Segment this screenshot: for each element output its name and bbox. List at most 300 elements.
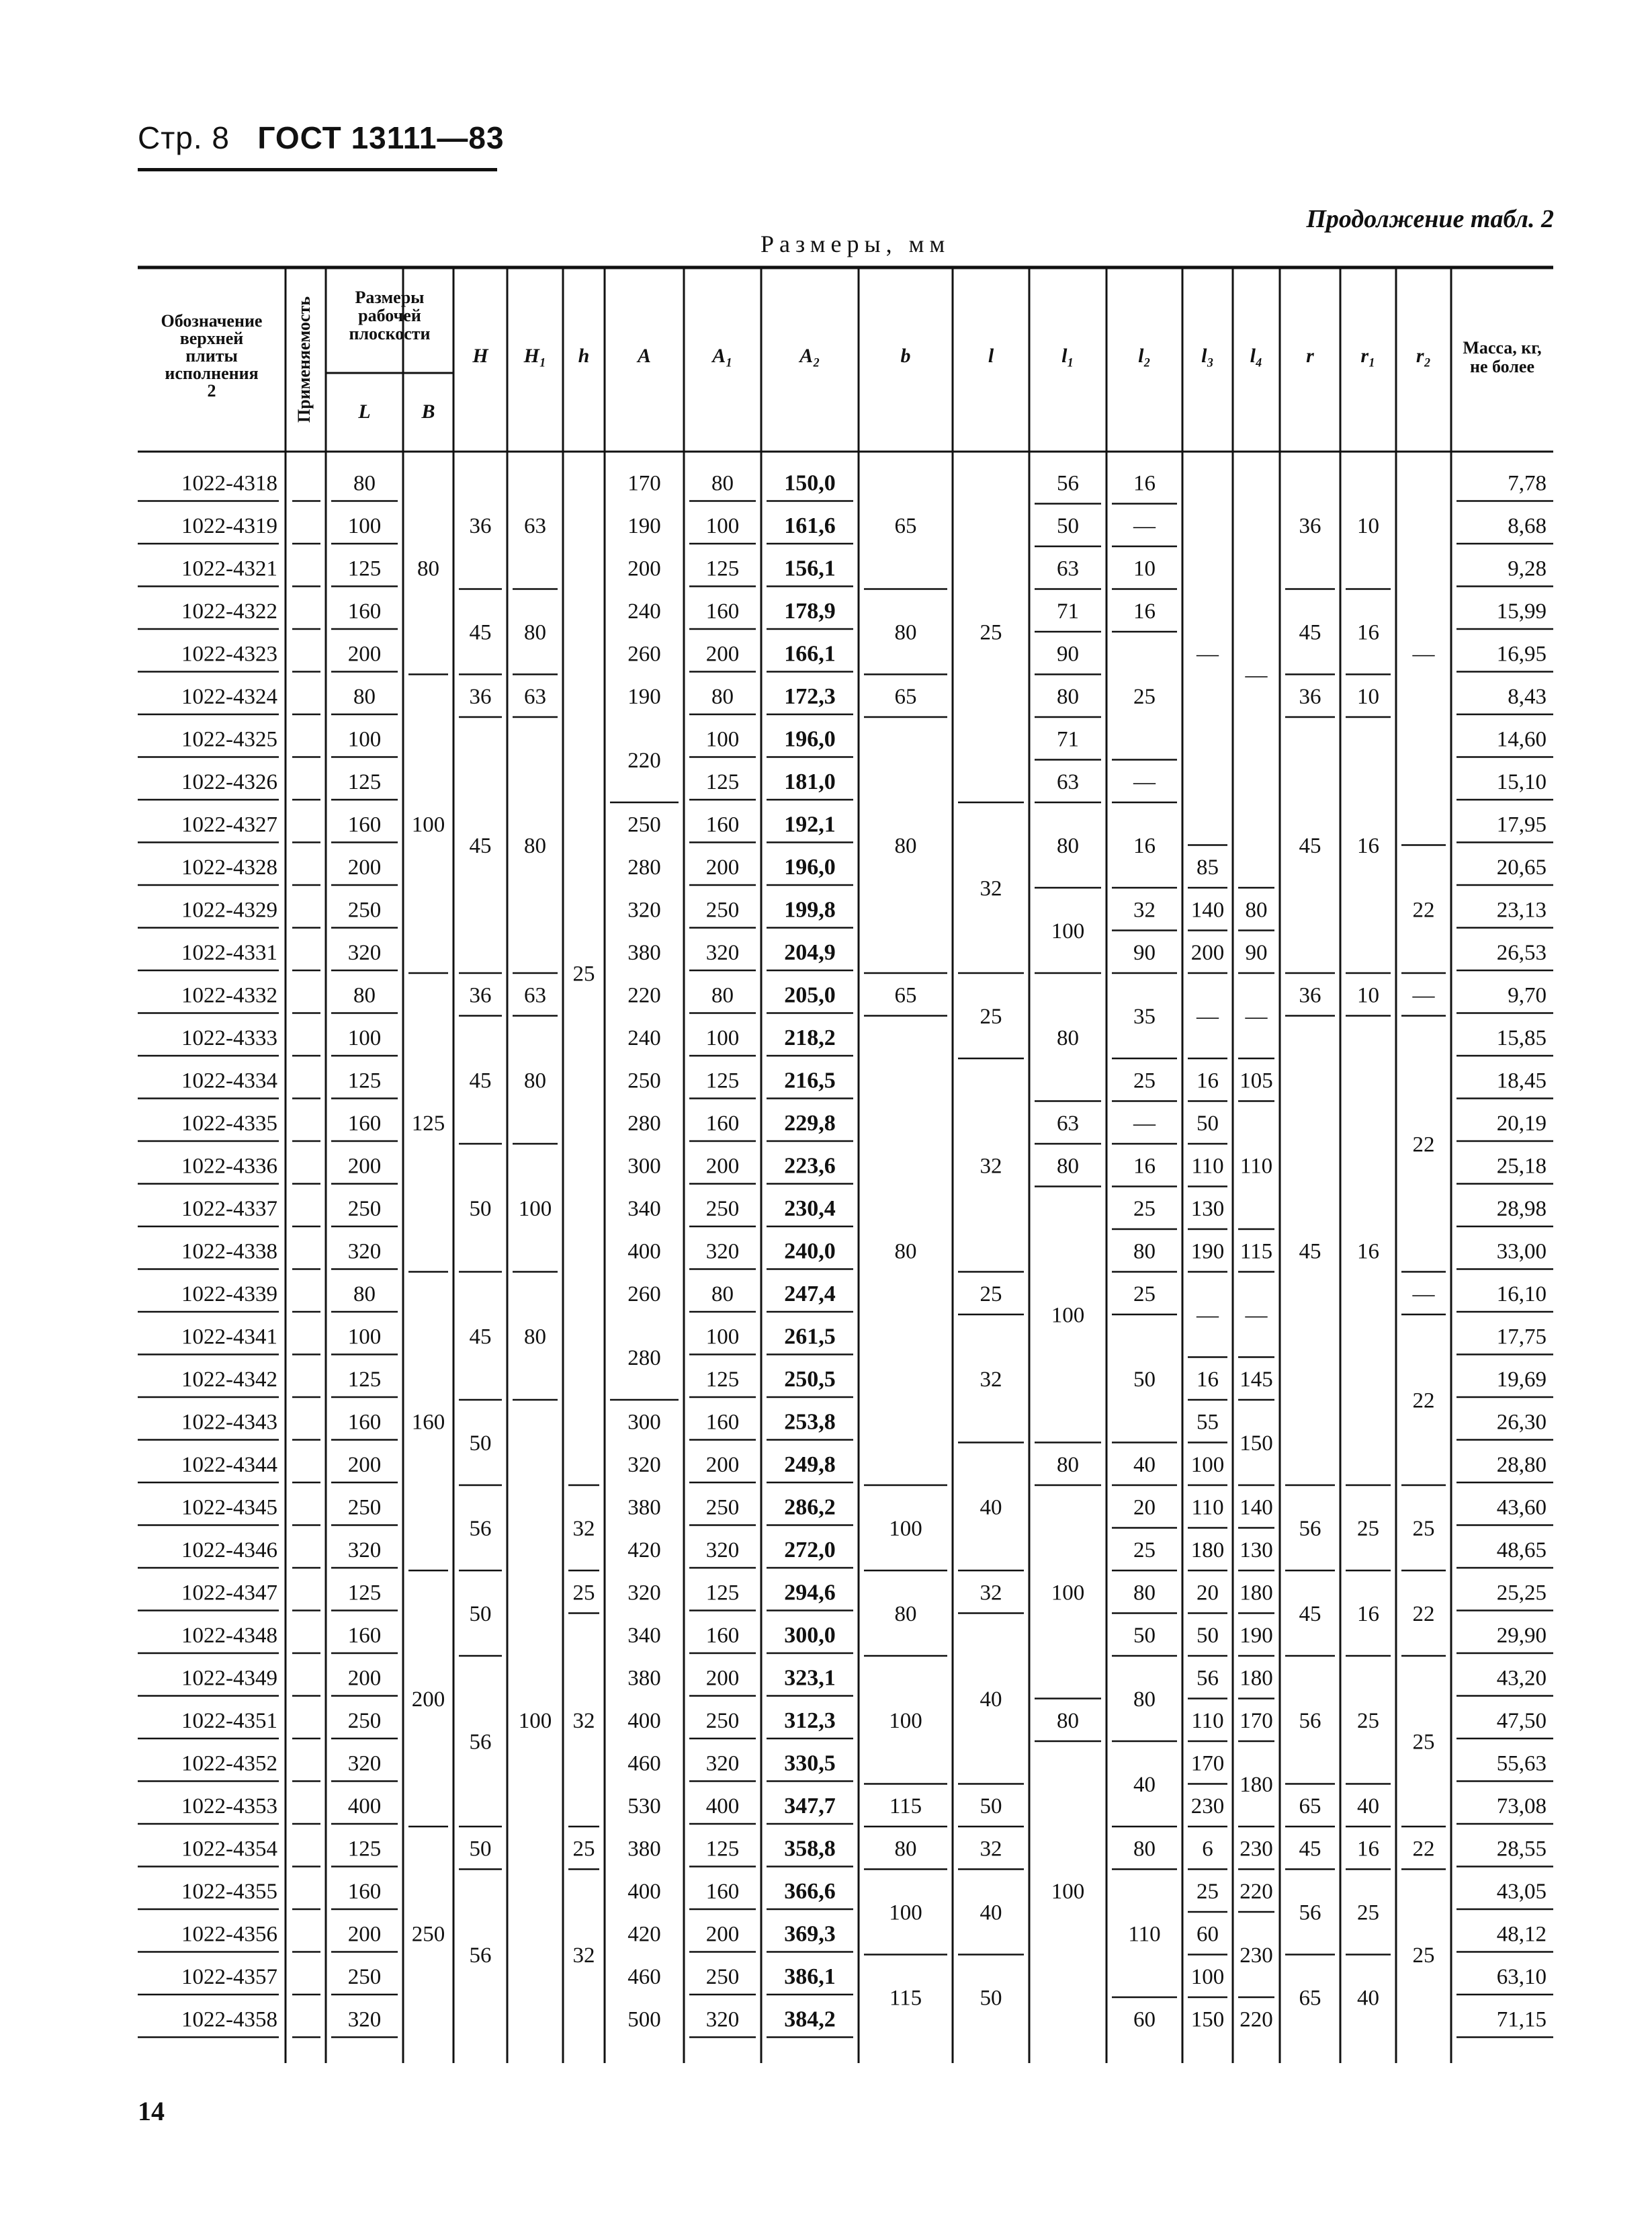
l2-cell: — [1133,1111,1156,1136]
H1-cell: 80 [524,620,546,645]
r-cell: 56 [1299,1900,1321,1925]
l1-cell: 80 [1057,1025,1079,1050]
header-work-surface: Размеры [355,287,425,307]
r1-cell: 16 [1357,620,1379,645]
L-cell: 125 [347,1581,382,1605]
A2-cell: 330,5 [784,1751,836,1776]
A-cell: 380 [627,940,661,965]
A2-cell: 150,0 [784,470,836,496]
L-cell: 320 [347,2007,382,2032]
A-cell: 220 [627,749,661,773]
designation-cell: 1022-4336 [181,1154,277,1179]
page-label: Стр. 8 [138,120,230,155]
A-cell: 260 [627,1282,661,1306]
r1-cell: 25 [1357,1517,1379,1542]
A2-cell: 199,8 [784,897,836,923]
designation-cell: 1022-4331 [181,940,277,965]
H-cell: 50 [469,1602,492,1627]
header-H: H [472,344,488,367]
designation-cell: 1022-4322 [181,599,277,624]
r2-cell: 22 [1412,898,1435,923]
b-cell: 80 [894,1239,917,1264]
r2-cell: 25 [1412,1517,1435,1542]
l3-cell: 55 [1197,1410,1219,1435]
mass-cell: 19,69 [1496,1367,1547,1392]
designation-cell: 1022-4337 [181,1196,277,1221]
l2-cell: — [1133,769,1156,794]
standard-code: ГОСТ 13111—83 [257,120,505,155]
header-designation: Обозначение [161,310,263,331]
A2-cell: 240,0 [784,1239,836,1264]
designation-cell: 1022-4325 [181,727,277,752]
designation-cell: 1022-4318 [181,471,277,496]
A1-cell: 125 [705,1367,740,1392]
H-cell: 36 [469,513,492,538]
designation-cell: 1022-4351 [181,1708,277,1733]
A2-cell: 369,3 [784,1921,836,1947]
l2-cell: 20 [1133,1495,1156,1520]
A-cell: 320 [627,1452,661,1477]
A-cell: 460 [627,1751,661,1776]
mass-cell: 43,05 [1496,1879,1547,1904]
l1-cell: 80 [1057,684,1079,709]
header-L: L [358,400,371,423]
A-cell: 400 [627,1239,661,1264]
A1-cell: 250 [705,898,740,923]
l-cell: 25 [980,620,1002,645]
l2-cell: 60 [1133,2007,1156,2032]
H1-cell: 63 [524,983,546,1008]
A1-cell: 80 [711,983,734,1008]
page-number: 14 [138,2096,165,2126]
designation-cell: 1022-4349 [181,1666,277,1691]
l3-cell: 50 [1197,1623,1219,1648]
L-cell: 160 [347,812,382,837]
L-cell: 250 [347,1196,382,1221]
designation-cell: 1022-4324 [181,684,277,709]
L-cell: 125 [347,1367,382,1392]
A-cell: 420 [627,1538,661,1562]
A2-cell: 300,0 [784,1623,836,1648]
L-cell: 320 [347,940,382,965]
b-cell: 100 [889,1517,922,1542]
b-cell: 100 [889,1708,922,1733]
H-cell: 36 [469,983,492,1008]
A-cell: 220 [627,983,661,1008]
r2-cell: — [1412,1282,1435,1306]
L-cell: 250 [347,1495,382,1520]
l2-cell: 80 [1133,1581,1156,1605]
L-cell: 80 [353,684,376,709]
l1-cell: 71 [1057,727,1079,752]
L-cell: 80 [353,1282,376,1306]
h-cell: 32 [572,1708,595,1733]
l3-cell: 100 [1190,1964,1225,1989]
mass-cell: 16,10 [1496,1282,1547,1306]
l-cell: 32 [980,1837,1002,1861]
A1-cell: 125 [705,1837,740,1861]
table-continuation: Продолжение табл. 2 [1306,205,1554,233]
r2-cell: 22 [1412,1837,1435,1861]
r-cell: 65 [1299,1794,1321,1818]
l4-cell: 180 [1240,1773,1273,1798]
A1-cell: 320 [705,2007,740,2032]
A1-cell: 200 [705,855,740,880]
mass-cell: 8,43 [1508,684,1547,709]
designation-cell: 1022-4353 [181,1794,277,1818]
h-cell: 25 [572,962,595,987]
A2-cell: 386,1 [784,1964,836,1990]
header-mass: Масса, кг, [1463,337,1542,358]
designation-cell: 1022-4333 [181,1025,277,1050]
header-b: b [900,344,911,367]
l2-cell: 16 [1133,599,1156,624]
A1-cell: 100 [705,513,740,538]
A-cell: 200 [627,556,661,581]
A-cell: 190 [627,684,661,709]
H1-cell: 80 [524,834,546,859]
header-l2: l₂ [1138,344,1151,367]
A-cell: 340 [627,1196,661,1221]
l2-cell: 10 [1133,556,1156,581]
A-cell: 280 [627,855,661,880]
l-cell: 32 [980,876,1002,901]
A1-cell: 80 [711,1282,734,1306]
header-applicability: Применяемость [294,296,314,423]
l4-cell: 130 [1240,1538,1273,1562]
r1-cell: 40 [1357,1794,1379,1818]
A1-cell: 160 [705,1623,740,1648]
header-l3: l₃ [1201,344,1214,367]
L-cell: 400 [347,1794,382,1818]
r-cell: 36 [1299,684,1321,709]
H1-cell: 100 [518,1196,552,1221]
A2-cell: 181,0 [784,769,836,795]
b-cell: 80 [894,1602,917,1627]
l3-cell: 130 [1190,1196,1225,1221]
L-cell: 100 [347,513,382,538]
A-cell: 380 [627,1495,661,1520]
header-r1: r₁ [1360,344,1376,367]
A2-cell: 196,0 [784,726,836,752]
A2-cell: 178,9 [784,599,836,624]
l1-cell: 71 [1057,599,1079,624]
A2-cell: 250,5 [784,1367,836,1392]
A-cell: 260 [627,642,661,667]
l4-cell: — [1245,1005,1268,1030]
L-cell: 320 [347,1751,382,1776]
A1-cell: 100 [705,1025,740,1050]
A1-cell: 250 [705,1964,740,1989]
l2-cell: 16 [1133,834,1156,859]
r-cell: 45 [1299,620,1321,645]
l3-cell: 60 [1197,1922,1219,1947]
B-cell: 100 [411,812,445,837]
b-cell: 65 [894,513,917,538]
L-cell: 80 [353,983,376,1008]
header-work-surface: рабочей [358,305,421,325]
l1-cell: 63 [1057,769,1079,794]
l2-cell: 40 [1133,1773,1156,1798]
L-cell: 160 [347,1879,382,1904]
A2-cell: 294,6 [784,1580,836,1605]
A-cell: 340 [627,1623,661,1648]
B-cell: 125 [411,1111,445,1136]
designation-cell: 1022-4338 [181,1239,277,1264]
l3-cell: 100 [1190,1452,1225,1477]
L-cell: 200 [347,1666,382,1691]
designation-cell: 1022-4354 [181,1837,277,1861]
L-cell: 250 [347,898,382,923]
mass-cell: 14,60 [1496,727,1547,752]
A-cell: 400 [627,1708,661,1733]
A1-cell: 320 [705,1239,740,1264]
designation-cell: 1022-4357 [181,1964,277,1989]
l-cell: 50 [980,1986,1002,2011]
mass-cell: 29,90 [1496,1623,1547,1648]
mass-cell: 17,75 [1496,1325,1547,1349]
H-cell: 50 [469,1431,492,1456]
mass-cell: 43,60 [1496,1495,1547,1520]
b-cell: 80 [894,834,917,859]
A1-cell: 160 [705,1879,740,1904]
L-cell: 200 [347,1922,382,1947]
l1-cell: 100 [1051,1879,1085,1904]
mass-cell: 55,63 [1496,1751,1547,1776]
r-cell: 45 [1299,1837,1321,1861]
mass-cell: 25,25 [1496,1581,1547,1605]
r-cell: 45 [1299,834,1321,859]
l4-cell: 80 [1245,898,1268,923]
designation-cell: 1022-4335 [181,1111,277,1136]
designation-cell: 1022-4339 [181,1282,277,1306]
l-cell: 32 [980,1581,1002,1605]
l4-cell: 140 [1240,1495,1273,1520]
H1-cell: 100 [518,1708,552,1733]
l2-cell: — [1133,513,1156,538]
H-cell: 45 [469,1068,492,1093]
H-cell: 36 [469,684,492,709]
l1-cell: 50 [1057,513,1079,538]
B-cell: 250 [411,1922,445,1947]
mass-cell: 26,30 [1496,1410,1547,1435]
l3-cell: 110 [1191,1495,1224,1520]
A1-cell: 160 [705,1111,740,1136]
A2-cell: 347,7 [784,1794,836,1819]
A-cell: 190 [627,513,661,538]
A-cell: 240 [627,1025,661,1050]
L-cell: 80 [353,471,376,496]
r2-cell: — [1412,642,1435,667]
l-cell: 32 [980,1154,1002,1179]
r1-cell: 16 [1357,1837,1379,1861]
H1-cell: 80 [524,1068,546,1093]
B-cell: 80 [417,556,439,581]
l1-cell: 90 [1057,642,1079,667]
designation-cell: 1022-4358 [181,2007,277,2032]
l-cell: 40 [980,1687,1002,1712]
l1-cell: 80 [1057,834,1079,859]
L-cell: 160 [347,1410,382,1435]
A2-cell: 218,2 [784,1025,836,1051]
A-cell: 250 [627,812,661,837]
header-r: r [1306,344,1314,367]
header-mass: не более [1469,356,1535,376]
l3-cell: 25 [1197,1879,1219,1904]
designation-cell: 1022-4326 [181,769,277,794]
A2-cell: 247,4 [784,1282,836,1307]
A2-cell: 166,1 [784,641,836,667]
designation-cell: 1022-4321 [181,556,277,581]
A1-cell: 250 [705,1196,740,1221]
dimensions-note: Размеры, мм [760,231,951,257]
A2-cell: 156,1 [784,556,836,581]
A-cell: 460 [627,1964,661,1989]
mass-cell: 15,85 [1496,1025,1547,1050]
l2-cell: 25 [1133,1282,1156,1306]
l4-cell: 105 [1240,1068,1273,1093]
A2-cell: 229,8 [784,1111,836,1136]
L-cell: 125 [347,1837,382,1861]
L-cell: 200 [347,1154,382,1179]
b-cell: 65 [894,684,917,709]
r2-cell: 22 [1412,1388,1435,1413]
b-cell: 100 [889,1900,922,1925]
A2-cell: 161,6 [784,513,836,539]
A-cell: 280 [627,1111,661,1136]
B-cell: 160 [411,1410,445,1435]
designation-cell: 1022-4327 [181,812,277,837]
A-cell: 280 [627,1346,661,1371]
A-cell: 400 [627,1879,661,1904]
A-cell: 240 [627,599,661,624]
l4-cell: 180 [1240,1666,1273,1691]
L-cell: 100 [347,1025,382,1050]
r2-cell: 25 [1412,1943,1435,1968]
l-cell: 32 [980,1367,1002,1392]
A1-cell: 320 [705,1751,740,1776]
designation-cell: 1022-4352 [181,1751,277,1776]
mass-cell: 47,50 [1496,1708,1547,1733]
l4-cell: 220 [1240,1879,1273,1904]
l3-cell: — [1197,642,1219,667]
r1-cell: 16 [1357,1239,1379,1264]
l3-cell: 140 [1190,898,1225,923]
A2-cell: 384,2 [784,2007,836,2032]
A1-cell: 250 [705,1708,740,1733]
mass-cell: 9,70 [1508,983,1547,1008]
header-H1: H₁ [523,344,547,367]
l-cell: 40 [980,1900,1002,1925]
L-cell: 250 [347,1964,382,1989]
designation-cell: 1022-4329 [181,898,277,923]
mass-cell: 17,95 [1496,812,1547,837]
header-A: A [637,344,652,367]
H-cell: 56 [469,1730,492,1755]
header-l4: l₄ [1250,344,1263,367]
header-designation: плиты [185,345,238,366]
l2-cell: 50 [1133,1367,1156,1392]
h-cell: 32 [572,1943,595,1968]
designation-cell: 1022-4345 [181,1495,277,1520]
l-cell: 25 [980,1282,1002,1306]
A1-cell: 80 [711,684,734,709]
l1-cell: 100 [1051,1581,1085,1605]
l3-cell: 85 [1197,855,1219,880]
r-cell: 36 [1299,983,1321,1008]
A2-cell: 323,1 [784,1665,836,1691]
mass-cell: 28,98 [1496,1196,1547,1221]
l2-cell: 35 [1133,1005,1156,1030]
mass-cell: 18,45 [1496,1068,1547,1093]
r2-cell: 25 [1412,1730,1435,1755]
A-cell: 170 [627,471,661,496]
l1-cell: 63 [1057,556,1079,581]
A1-cell: 100 [705,1325,740,1349]
l4-cell: 190 [1240,1623,1273,1648]
mass-cell: 33,00 [1496,1239,1547,1264]
r-cell: 36 [1299,513,1321,538]
l4-cell: 220 [1240,2007,1273,2032]
h-cell: 32 [572,1517,595,1542]
mass-cell: 7,78 [1508,471,1547,496]
A1-cell: 400 [705,1794,740,1818]
r1-cell: 25 [1357,1900,1379,1925]
A2-cell: 249,8 [784,1452,836,1478]
A-cell: 300 [627,1410,661,1435]
l2-cell: 50 [1133,1623,1156,1648]
b-cell: 80 [894,1837,917,1861]
L-cell: 320 [347,1538,382,1562]
A1-cell: 160 [705,1410,740,1435]
L-cell: 125 [347,769,382,794]
r1-cell: 10 [1357,983,1379,1008]
r-cell: 56 [1299,1708,1321,1733]
l4-cell: 230 [1240,1837,1273,1861]
designation-cell: 1022-4334 [181,1068,277,1093]
l-cell: 25 [980,1005,1002,1030]
L-cell: 160 [347,599,382,624]
L-cell: 125 [347,1068,382,1093]
A2-cell: 196,0 [784,855,836,880]
r1-cell: 40 [1357,1986,1379,2011]
l-cell: 50 [980,1794,1002,1818]
A2-cell: 205,0 [784,982,836,1008]
header-designation: верхней [179,328,244,348]
designation-cell: 1022-4343 [181,1410,277,1435]
A-cell: 250 [627,1068,661,1093]
b-cell: 80 [894,620,917,645]
H-cell: 50 [469,1196,492,1221]
l2-cell: 90 [1133,940,1156,965]
l2-cell: 25 [1133,1196,1156,1221]
A1-cell: 125 [705,769,740,794]
A-cell: 320 [627,1581,661,1605]
designation-cell: 1022-4323 [181,642,277,667]
mass-cell: 28,80 [1496,1452,1547,1477]
A1-cell: 320 [705,940,740,965]
mass-cell: 9,28 [1508,556,1547,581]
A2-cell: 286,2 [784,1495,836,1520]
H-cell: 45 [469,1325,492,1349]
A2-cell: 272,0 [784,1538,836,1563]
A2-cell: 253,8 [784,1409,836,1435]
L-cell: 200 [347,855,382,880]
A2-cell: 223,6 [784,1153,836,1179]
A1-cell: 125 [705,556,740,581]
header-r2: r₂ [1416,344,1432,367]
l3-cell: 200 [1190,940,1225,965]
